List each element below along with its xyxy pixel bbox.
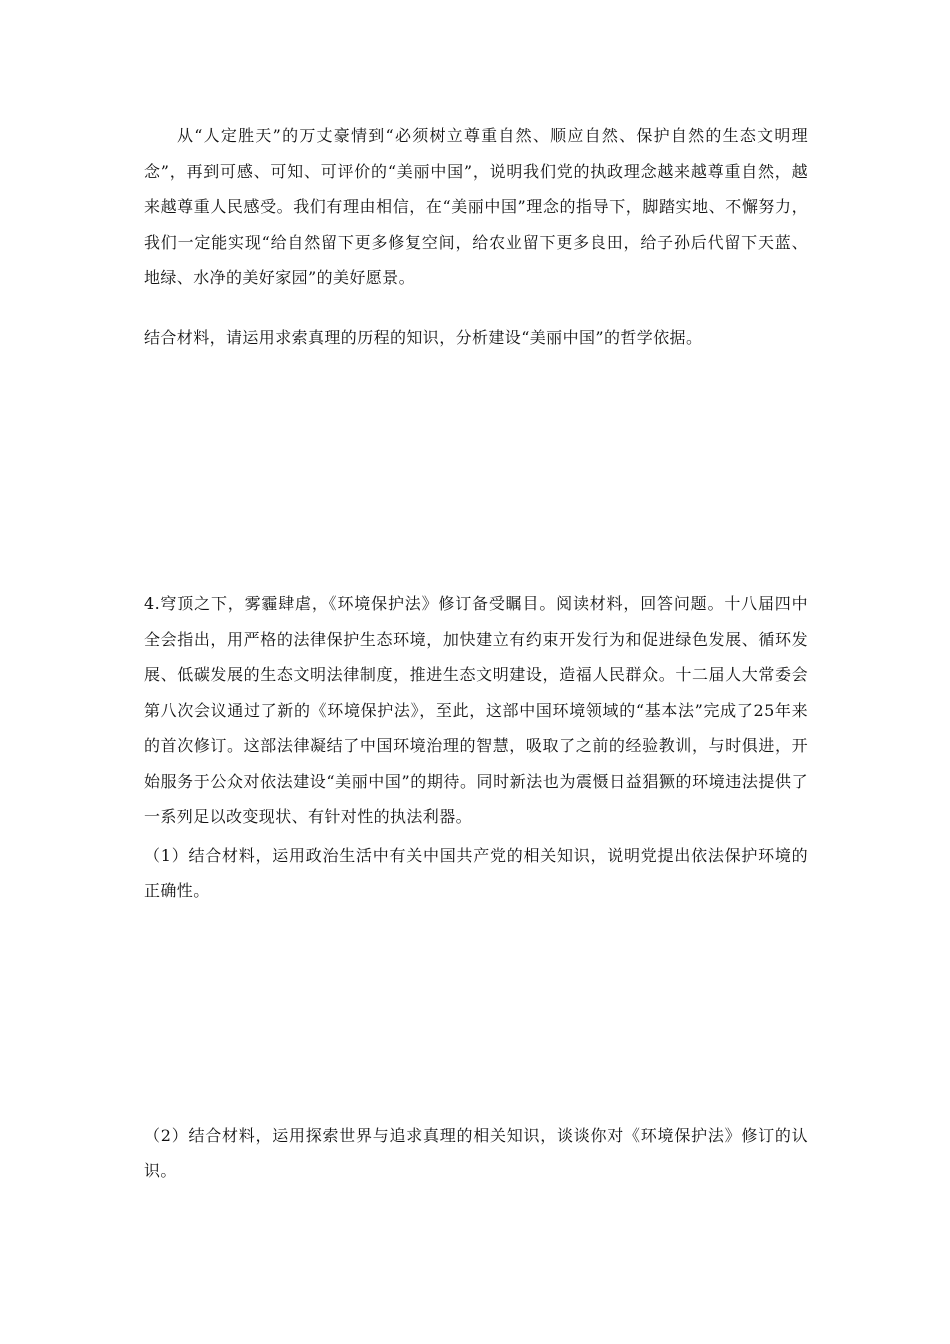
question-3-material: 从“人定胜天”的万丈豪情到“必须树立尊重自然、顺应自然、保护自然的生态文明理念”，再到可感、可知、可评价的“美丽中国”，说明我们党的执政理念越来越尊重自然，越来越尊重人民感受。我们有理由相信，在“美丽中国”理念的指导下，脚踏实地、不懈努力，我们一定能实现“给自然留下更多修复空间，给农业留下更多良田，给子孙后代留下天蓝、地绿、水净的美好家园”的美好愿景。	[144, 126, 808, 287]
question-4-subquestion-2: （2）结合材料，运用探索世界与追求真理的相关知识，谈谈你对《环境保护法》修订的认识。	[144, 1126, 808, 1180]
question-3-prompt: 结合材料，请运用求索真理的历程的知识，分析建设“美丽中国”的哲学依据。	[144, 328, 703, 347]
question-4-subquestion-1: （1）结合材料，运用政治生活中有关中国共产党的相关知识，说明党提出依法保护环境的正确性。	[144, 846, 808, 900]
question-4-material: 4.穹顶之下，雾霾肆虐，《环境保护法》修订备受瞩目。阅读材料，回答问题。十八届四中全会指出，用严格的法律保护生态环境，加快建立有约束开发行为和促进绿色发展、循环发展、低碳发展的生态文明法律制度，推进生态文明建设，造福人民群众。十二届人大常委会第八次会议通过了新的《环境保护法》，至此，这部中国环境领域的“基本法”完成了25年来的首次修订。这部法律凝结了中国环境治理的智慧，吸取了之前的经验教训，与时俱进，开始服务于公众对依法建设“美丽中国”的期待。同时新法也为震慑日益猖獗的环境违法提供了一系列足以改变现状、有针对性的执法利器。	[144, 594, 808, 826]
